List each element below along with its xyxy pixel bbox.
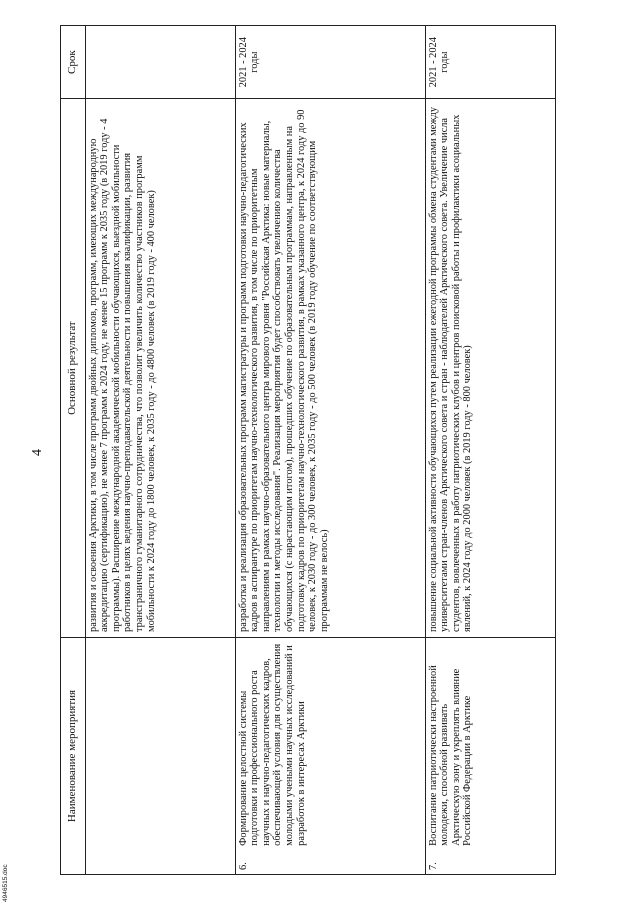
row-name: Воспитание патриотически настроенной молодежи, способной развивать Арктическую зону и укреплять влияние Российской Федерации в Арктике [425, 638, 555, 851]
row-name: Формирование целостной системы подготовки и профессионального роста научных и научно-педагогических кадров, обеспечивающей условия для осуществления молодыми учеными научных исследований и разработок в интересах Арктики [235, 638, 425, 851]
table-row [235, 26, 425, 875]
row-result: повышение социальной активности обучающихся путем реализации ежегодной программы обмена студентами между университетами стран-членов Арктического совета и стран - наблюдателей Арктического совета. Увеличение числа студентов, вовлеченных в работу патриотических клубов и центров поисковой работы и профилактики асоциальных явлений, к 2024 году до 2000 человек (в 2019 году - 800 человек) [425, 99, 555, 638]
table-header-row [61, 26, 86, 875]
row-number: 6. [235, 851, 425, 875]
row-name [85, 638, 235, 851]
header-name: Наименование мероприятия [61, 638, 86, 875]
row-result: развития и освоения Арктики, в том числе программ двойных дипломов, программ, имеющих международную аккредитацию (сертификацию), не менее 7 программ к 2024 году, не менее 15 программ к 2035 году (в 2019 году - 4 программы). Расширение международной академической мобильности обучающихся, выездной мобильности работников в целях ведения научно-преподавательской деятельности и повышения квалификации, развития трансграничного гуманитарного сотрудничества, что позволит увеличить количество участников программ мобильности к 2024 году до 1800 человек, к 2035 году - до 4800 человек (в 2019 году - 400 человек) [85, 99, 235, 638]
row-term [85, 26, 235, 99]
table-row [425, 26, 555, 875]
row-term: 2021 - 2024 годы [425, 26, 555, 99]
document-id: 4946515.doc [2, 864, 9, 902]
table-row [85, 26, 235, 875]
row-number [85, 851, 235, 875]
row-term: 2021 - 2024 годы [235, 26, 425, 99]
activities-table [60, 25, 556, 875]
header-result: Основной результат [61, 99, 86, 638]
header-term: Срок [61, 26, 86, 99]
row-result: разработка и реализация образовательных программ магистратуры и программ подготовки научно-педагогических кадров в аспирантуре по приоритетам научно-технологического развития, в том числе по приоритетным направлениям в рамках научно-образовательного центра мирового уровня "Российская Арктика: новые материалы, технологии и методы исследования". Реализация мероприятия будет способствовать увеличению количества обучающихся (с нарастающим итогом), прошедших обучение по образовательным программам, направленным на подготовку кадров по приоритетам научно-технологического развития, в рамках указанного центра, к 2024 году до 90 человек, к 2030 году - до 300 человек, к 2035 году - до 500 человек (в 2019 году обучение по соответствующим программам не велось) [235, 99, 425, 638]
page-number: 4 [30, 449, 45, 456]
row-number: 7. [425, 851, 555, 875]
